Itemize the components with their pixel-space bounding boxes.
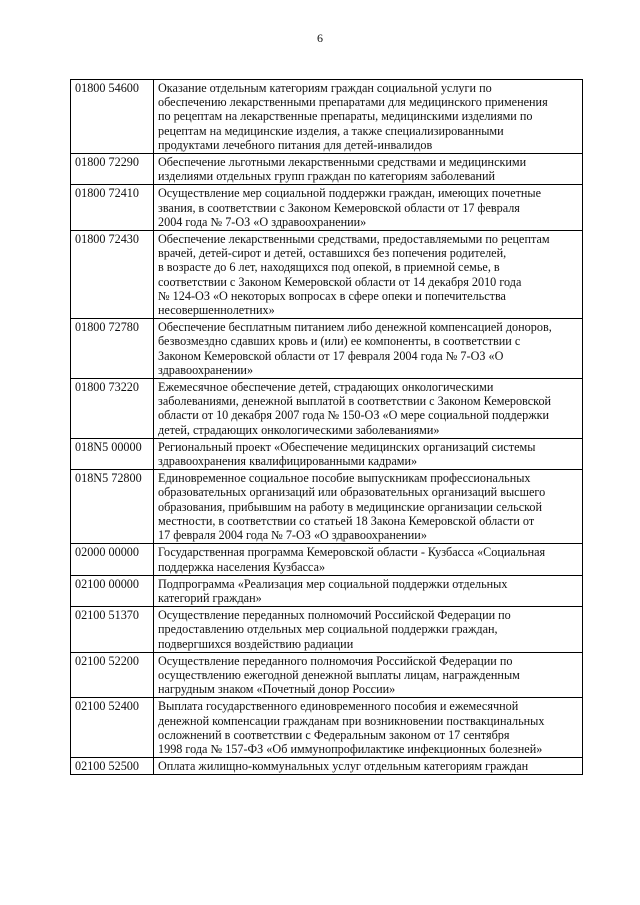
description-line: местности, в соответствии со статьей 18 Закона Кемеровской области от bbox=[158, 513, 535, 528]
table-row bbox=[71, 185, 583, 231]
description-line: звания, в соответствии с Законом Кемеровской области от 17 февраля bbox=[158, 200, 520, 215]
description-line: Обеспечение льготными лекарственными средствами и медицинскими bbox=[158, 155, 527, 170]
description-cell bbox=[154, 470, 583, 544]
description-cell bbox=[154, 154, 583, 185]
description-cell bbox=[154, 698, 583, 758]
description-cell bbox=[154, 319, 583, 379]
description-line: осуществлению ежегодной денежной выплаты лицам, награжденным bbox=[158, 667, 520, 682]
table-row bbox=[71, 379, 583, 439]
description-cell bbox=[154, 575, 583, 606]
budget-code-cell: 01800 72430 bbox=[71, 231, 154, 319]
description-line: по рецептам на лекарственные препараты, медицинскими изделиями по bbox=[158, 109, 533, 124]
description-cell bbox=[154, 80, 583, 154]
budget-code-cell: 01800 72290 bbox=[71, 154, 154, 185]
description-line: Подпрограмма «Реализация мер социальной поддержки отдельных bbox=[158, 576, 508, 591]
table-row bbox=[71, 470, 583, 544]
description-line: 17 февраля 2004 года № 7-ОЗ «О здравоохранении» bbox=[158, 528, 427, 543]
description-line: соответствии с Законом Кемеровской области от 14 декабря 2010 года bbox=[158, 274, 522, 289]
budget-code-table bbox=[70, 79, 583, 775]
budget-code-cell: 01800 54600 bbox=[71, 80, 154, 154]
description-cell bbox=[154, 379, 583, 439]
description-line: денежной компенсации гражданам при возникновении поствакцинальных bbox=[158, 713, 545, 728]
budget-code-cell: 02100 52500 bbox=[71, 758, 154, 775]
description-line: Законом Кемеровской области от 17 февраля 2004 года № 7-ОЗ «О bbox=[158, 348, 504, 363]
budget-code-cell: 02000 00000 bbox=[71, 544, 154, 575]
table-row bbox=[71, 231, 583, 319]
budget-code-cell: 02100 52200 bbox=[71, 652, 154, 698]
budget-code-cell: 01800 72780 bbox=[71, 319, 154, 379]
table-row bbox=[71, 438, 583, 469]
description-line: рецептам на медицинские изделия, а также специализированными bbox=[158, 123, 504, 138]
table-row bbox=[71, 758, 583, 775]
description-line: Региональный проект «Обеспечение медицинских организаций системы bbox=[158, 439, 536, 454]
table-row bbox=[71, 80, 583, 154]
page-number: 6 bbox=[317, 31, 323, 45]
description-line: предоставлению отдельных мер социальной поддержки граждан, bbox=[158, 622, 498, 637]
description-line: Осуществление переданных полномочий Российской Федерации по bbox=[158, 608, 511, 623]
table-row bbox=[71, 154, 583, 185]
description-cell bbox=[154, 438, 583, 469]
description-line: образовательных организаций или образовательных организаций высшего bbox=[158, 485, 546, 500]
description-line: Оказание отдельным категориям граждан социальной услуги по bbox=[158, 81, 492, 95]
table-row bbox=[71, 698, 583, 758]
description-cell bbox=[154, 758, 583, 775]
description-line: детей, страдающих онкологическими заболеваниями» bbox=[158, 422, 440, 437]
table-row bbox=[71, 319, 583, 379]
description-line: здравоохранения квалифицированными кадрами» bbox=[158, 454, 418, 469]
description-line: Ежемесячное обеспечение детей, страдающих онкологическими bbox=[158, 380, 494, 395]
description-cell bbox=[154, 185, 583, 231]
description-line: заболеваниями, денежной выплатой в соответствии с Законом Кемеровской bbox=[158, 394, 552, 409]
budget-code-cell: 01800 73220 bbox=[71, 379, 154, 439]
table-body bbox=[71, 80, 583, 775]
description-cell bbox=[154, 231, 583, 319]
budget-code-cell: 02100 52400 bbox=[71, 698, 154, 758]
table-row bbox=[71, 544, 583, 575]
description-cell bbox=[154, 652, 583, 698]
description-line: 2004 года № 7-ОЗ «О здравоохранении» bbox=[158, 214, 367, 229]
description-cell bbox=[154, 607, 583, 653]
description-line: Обеспечение лекарственными средствами, предоставляемыми по рецептам bbox=[158, 232, 550, 247]
description-line: здравоохранении» bbox=[158, 362, 254, 377]
table-row bbox=[71, 607, 583, 653]
description-line: Оплата жилищно-коммунальных услуг отдельным категориям граждан bbox=[158, 759, 529, 774]
description-line: поддержка населения Кузбасса» bbox=[158, 559, 326, 574]
budget-code-cell: 01800 72410 bbox=[71, 185, 154, 231]
description-line: № 124-ОЗ «О некоторых вопросах в сфере опеки и попечительства bbox=[158, 288, 506, 303]
description-line: безвозмездно сдавших кровь и (или) ее компоненты, в соответствии с bbox=[158, 334, 521, 349]
description-line: Обеспечение бесплатным питанием либо денежной компенсацией доноров, bbox=[158, 320, 552, 335]
description-line: образования, прибывшим на работу в медицинские организации сельской bbox=[158, 499, 543, 514]
description-line: подвергшихся воздействию радиации bbox=[158, 636, 354, 651]
description-line: Осуществление переданного полномочия Российской Федерации по bbox=[158, 653, 513, 668]
description-line: осложнений в соответствии с Федеральным законом от 17 сентября bbox=[158, 727, 510, 742]
budget-code-cell: 02100 00000 bbox=[71, 575, 154, 606]
description-line: несовершеннолетних» bbox=[158, 303, 275, 318]
description-line: изделиями отдельных групп граждан по категориям заболеваний bbox=[158, 169, 496, 184]
description-line: Единовременное социальное пособие выпускникам профессиональных bbox=[158, 471, 531, 486]
description-line: нагрудным знаком «Почетный донор России» bbox=[158, 682, 396, 697]
description-cell bbox=[154, 544, 583, 575]
table-row bbox=[71, 652, 583, 698]
description-line: Осуществление мер социальной поддержки граждан, имеющих почетные bbox=[158, 186, 542, 201]
description-line: врачей, детей-сирот и детей, оставшихся без попечения родителей, bbox=[158, 246, 507, 261]
description-line: в возрасте до 6 лет, находящихся под опекой, в приемной семье, в bbox=[158, 260, 500, 275]
description-line: продуктами лечебного питания для детей-инвалидов bbox=[158, 137, 433, 152]
description-line: 1998 года № 157-ФЗ «Об иммунопрофилактике инфекционных болезней» bbox=[158, 741, 543, 756]
description-line: категорий граждан» bbox=[158, 590, 262, 605]
description-line: Выплата государственного единовременного пособия и ежемесячной bbox=[158, 699, 519, 714]
description-line: обеспечению лекарственными препаратами для медицинского применения bbox=[158, 95, 548, 110]
description-line: Государственная программа Кемеровской области - Кузбасса «Социальная bbox=[158, 545, 546, 560]
budget-code-cell: 02100 51370 bbox=[71, 607, 154, 653]
budget-code-cell: 018N5 00000 bbox=[71, 438, 154, 469]
table-row bbox=[71, 575, 583, 606]
description-line: области от 10 декабря 2007 года № 150-ОЗ «О мере социальной поддержки bbox=[158, 408, 550, 423]
budget-code-cell: 018N5 72800 bbox=[71, 470, 154, 544]
